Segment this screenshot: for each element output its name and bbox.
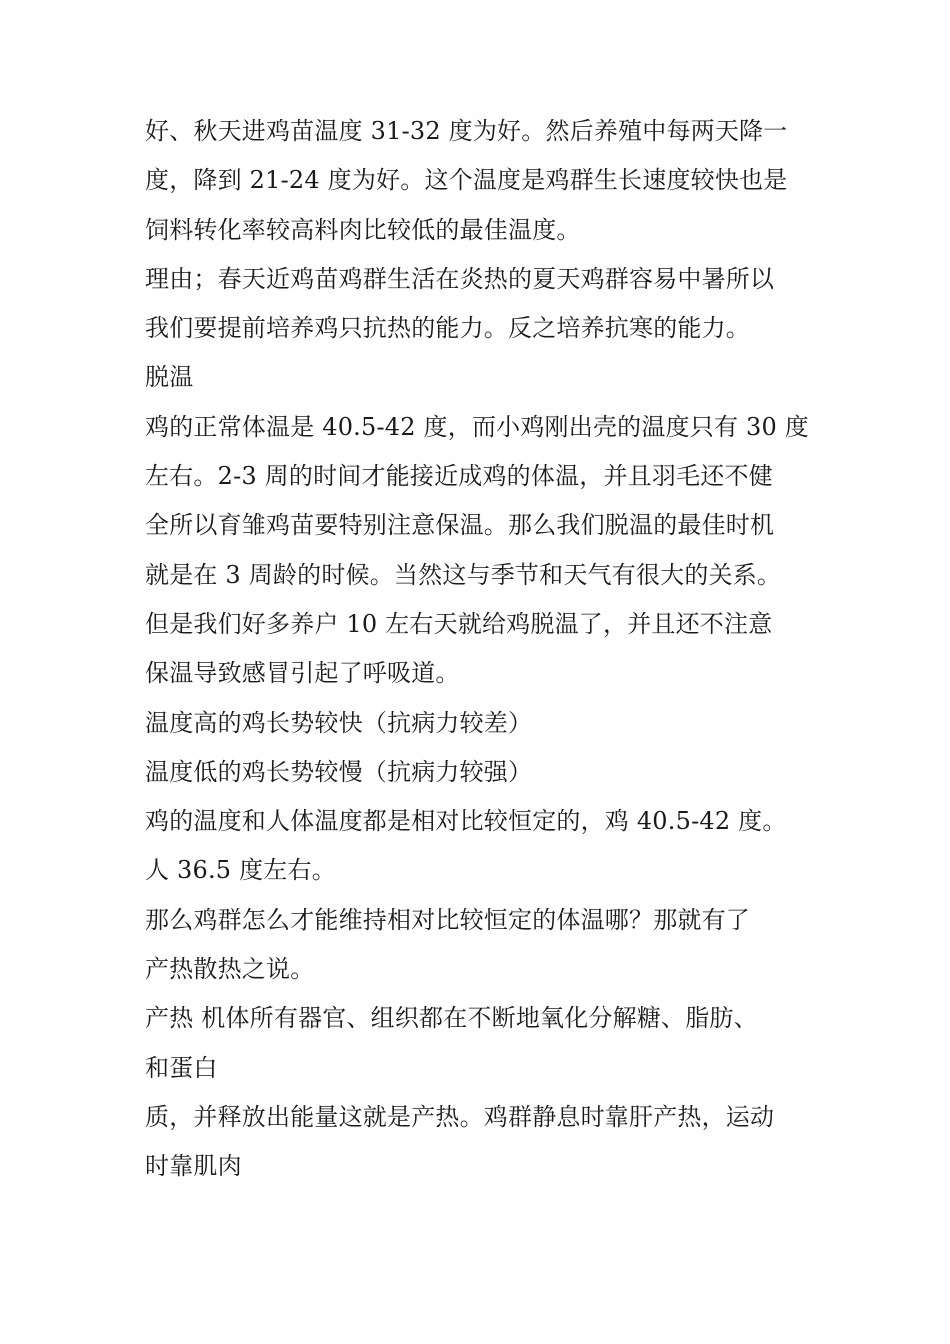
text-line: 但是我们好多养户 10 左右天就给鸡脱温了，并且还不注意 [145, 609, 773, 638]
text-line: 人 36.5 度左右。 [145, 856, 336, 885]
text-line: 和蛋白 [145, 1053, 218, 1082]
text-line: 就是在 3 周龄的时候。当然这与季节和天气有很大的关系。 [145, 560, 782, 589]
text-line: 理由；春天近鸡苗鸡群生活在炎热的夏天鸡群容易中暑所以 [145, 264, 775, 293]
text-line: 我们要提前培养鸡只抗热的能力。反之培养抗寒的能力。 [145, 314, 750, 343]
text-line: 左右。2-3 周的时间才能接近成鸡的体温，并且羽毛还不健 [145, 462, 773, 491]
section-heading: 脱温 [145, 363, 194, 392]
text-line: 时靠肌肉 [145, 1152, 242, 1181]
text-line: 好、秋天进鸡苗温度 31-32 度为好。然后养殖中每两天降一 [145, 117, 788, 145]
text-line: 保温导致感冒引起了呼吸道。 [145, 659, 460, 688]
text-line: 度，降到 21-24 度为好。这个温度是鸡群生长速度较快也是 [145, 166, 788, 195]
text-line: 产热 机体所有器官、组织都在不断地氧化分解糖、脂肪、 [145, 1004, 758, 1033]
text-line: 饲料转化率较高料肉比较低的最佳温度。 [145, 215, 581, 244]
text-line: 温度高的鸡长势较快（抗病力较差） [145, 708, 533, 737]
text-line: 鸡的温度和人体温度都是相对比较恒定的，鸡 40.5-42 度。 [145, 807, 787, 836]
text-line: 温度低的鸡长势较慢（抗病力较强） [145, 757, 533, 786]
text-line: 那么鸡群怎么才能维持相对比较恒定的体温哪？那就有了 [145, 905, 750, 934]
text-line: 质，并释放出能量这就是产热。鸡群静息时靠肝产热，运动 [145, 1102, 775, 1131]
text-line: 鸡的正常体温是 40.5-42 度，而小鸡刚出壳的温度只有 30 度 [145, 412, 809, 441]
text-line: 全所以育雏鸡苗要特别注意保温。那么我们脱温的最佳时机 [145, 511, 775, 540]
document-body [145, 107, 825, 1192]
text-line: 产热散热之说。 [145, 955, 315, 984]
